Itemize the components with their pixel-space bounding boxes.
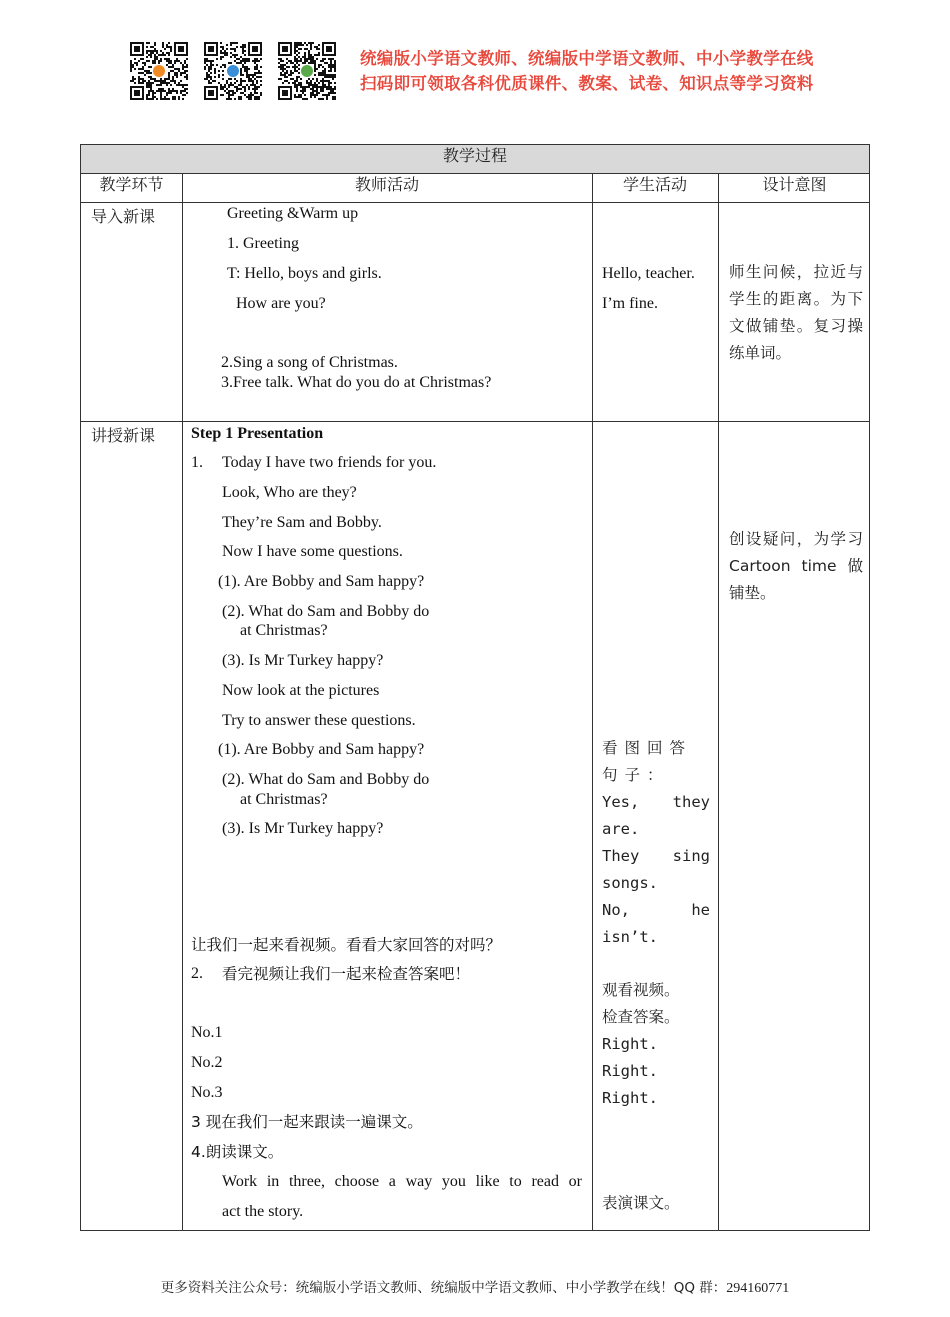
question-line: (3). Is Mr Turkey happy? [222, 820, 384, 837]
col-divider [182, 173, 183, 1230]
teacher-line: Look, Who are they? [222, 484, 357, 501]
student-line: 看图回答句子： [602, 739, 693, 784]
item-number: 2. [191, 965, 203, 982]
student-word: sing [672, 847, 710, 865]
teacher-line: How are you? [236, 295, 326, 312]
qr-code-middle [204, 42, 262, 100]
teacher-line: Now I have some questions. [222, 543, 403, 560]
student-line: isn’t. [602, 928, 658, 946]
teacher-line: act the story. [222, 1203, 304, 1220]
col-divider [592, 173, 593, 1230]
question-line: at Christmas? [240, 791, 328, 808]
header-stage: 教学环节 [99, 175, 164, 194]
teacher-line: 1. Greeting [227, 235, 299, 252]
question-line: (1). Are Bobby and Sam happy? [218, 573, 425, 590]
section-intro-label: 导入新课 [91, 207, 156, 226]
teacher-line: Greeting &Warm up [227, 205, 359, 222]
answer-number: No.1 [191, 1024, 223, 1041]
student-line [602, 843, 710, 870]
header-design-intent: 设计意图 [762, 175, 827, 194]
design-intent-new-lesson: 创设疑问，为学习 Cartoon time 做铺垫。 [729, 530, 863, 602]
question-line: (1). Are Bobby and Sam happy? [218, 741, 425, 758]
teacher-line: 让我们一起来看视频。看看大家回答的对吗？ [191, 936, 502, 954]
row-divider [81, 421, 869, 422]
student-line: Right. [602, 1089, 658, 1107]
student-line: are. [602, 820, 640, 838]
col-divider [718, 173, 719, 1230]
student-word: they [672, 793, 710, 811]
header-teacher-activity: 教师活动 [354, 175, 419, 194]
student-line: Hello, teacher. [602, 265, 695, 282]
item-number: 1. [191, 454, 203, 471]
student-line: 检查答案。 [602, 1008, 680, 1026]
teacher-line: 2.Sing a song of Christmas. [221, 354, 398, 371]
design-intent-intro: 师生问候，拉近与学生的距离。为下文做铺垫。复习操练单词。 [729, 263, 863, 362]
promo-banner [360, 46, 814, 96]
teacher-line: Now look at the pictures [222, 682, 380, 699]
student-word: he [691, 901, 710, 919]
promo-line-1: 统编版小学语文教师、统编版中学语文教师、中小学教学在线 [360, 49, 814, 68]
teacher-line: 4.朗读课文。 [191, 1143, 284, 1161]
lesson-table [80, 144, 870, 1231]
teacher-line: T: Hello, boys and girls. [227, 265, 382, 282]
student-line [602, 789, 710, 816]
question-line: (2). What do Sam and Bobby do [222, 603, 430, 620]
question-line: (2). What do Sam and Bobby do [222, 771, 430, 788]
student-word: No, [602, 901, 630, 919]
teacher-line: Today I have two friends for you. [222, 454, 437, 471]
row-divider [81, 202, 869, 203]
student-line: songs. [602, 874, 658, 892]
teacher-line: Try to answer these questions. [222, 712, 416, 729]
footer-text: 更多资料关注公众号：统编版小学语文教师、统编版中学语文教师、中小学教学在线！QQ 群： [160, 1280, 727, 1296]
qq-number: 294160771 [726, 1281, 790, 1296]
header-student-activity: 学生活动 [622, 175, 687, 194]
qr-code-primary [130, 42, 188, 100]
question-line: at Christmas? [240, 622, 328, 639]
promo-line-2: 扫码即可领取各科优质课件、教案、试卷、知识点等学习资料 [360, 74, 814, 93]
teacher-line: 3 现在我们一起来跟读一遍课文。 [191, 1113, 423, 1131]
answer-number: No.2 [191, 1054, 223, 1071]
student-line: 观看视频。 [602, 981, 680, 999]
teacher-line: Work in three, choose a way you like to read or [222, 1173, 582, 1190]
footer-note [0, 1276, 950, 1297]
student-line: 表演课文。 [602, 1194, 680, 1212]
teacher-line: They’re Sam and Bobby. [222, 514, 382, 531]
section-new-lesson-label: 讲授新课 [91, 426, 156, 445]
qr-code-teaching [278, 42, 336, 100]
student-line [602, 897, 710, 924]
student-line: I’m fine. [602, 295, 658, 312]
question-line: (3). Is Mr Turkey happy? [222, 652, 384, 669]
step-title: Step 1 Presentation [191, 425, 324, 442]
student-word: They [602, 847, 640, 865]
student-word: Yes, [602, 793, 640, 811]
student-line: Right. [602, 1062, 658, 1080]
teacher-line: 3.Free talk. What do you do at Christmas? [221, 374, 492, 391]
teacher-line: 看完视频让我们一起来检查答案吧！ [222, 965, 471, 983]
answer-number: No.3 [191, 1084, 223, 1101]
student-line: Right. [602, 1035, 658, 1053]
table-title: 教学过程 [81, 145, 869, 173]
